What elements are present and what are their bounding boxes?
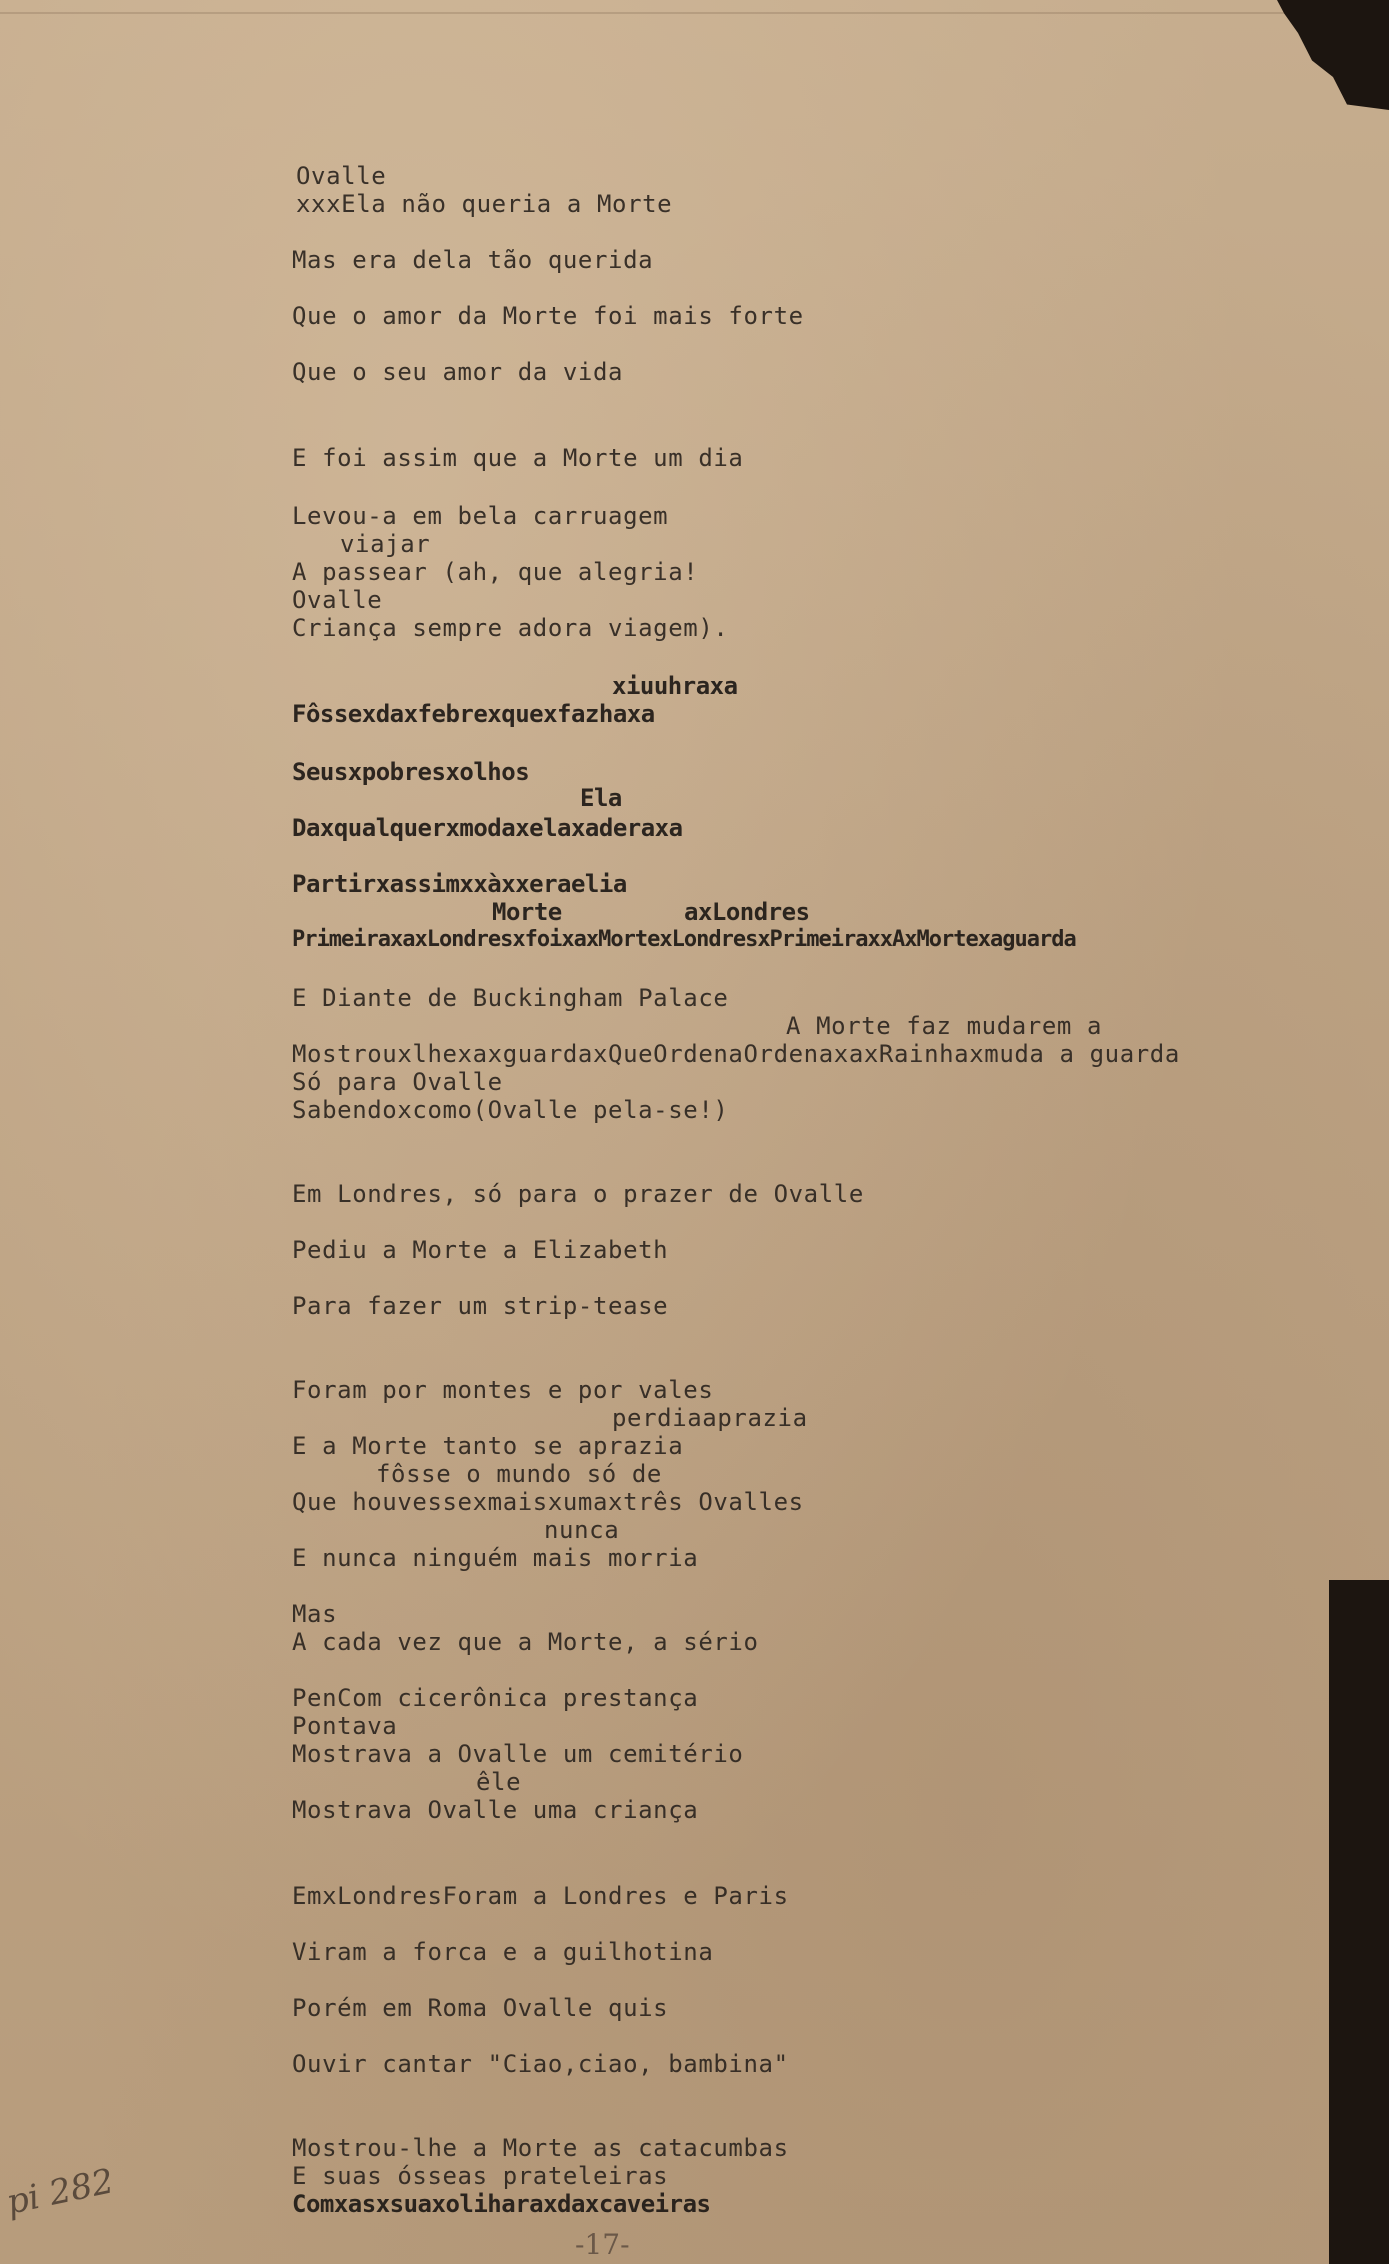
dark-edge (1329, 1580, 1389, 2264)
poem-line: E foi assim que a Morte um dia (292, 444, 744, 472)
struck-line: Morte (492, 898, 562, 926)
struck-line: Seusxpobresxolhos (292, 758, 530, 786)
poem-line: Mas (292, 1600, 338, 1628)
poem-line: Mas era dela tão querida (292, 246, 654, 274)
poem-line: A Morte faz mudarem a (786, 1012, 1103, 1040)
poem-line: Sabendoxcomo(Ovalle pela-se!) (292, 1096, 729, 1124)
poem-line: Em Londres, só para o prazer de Ovalle (292, 1180, 864, 1208)
poem-line: MostrouxlhexaxguardaxQueOrdenaOrdenaxaxRainhaxmuda a guarda (292, 1040, 1180, 1068)
poem-line: Só para Ovalle (292, 1068, 503, 1096)
poem-line: E Diante de Buckingham Palace (292, 984, 729, 1012)
struck-line: Comxasxsuaxoliharaxdaxcaveiras (292, 2190, 711, 2218)
struck-line: Ela (580, 784, 622, 812)
poem-line: E suas ósseas prateleiras (292, 2162, 669, 2190)
struck-line: Daxqualquerxmodaxelaxaderaxa (292, 814, 683, 842)
poem-line: viajar (340, 530, 431, 558)
poem-line: Ouvir cantar "Ciao,ciao, bambina" (292, 2050, 789, 2078)
poem-line: E a Morte tanto se aprazia (292, 1432, 684, 1460)
poem-line: EmxLondresForam a Londres e Paris (292, 1882, 789, 1910)
poem-line: E nunca ninguém mais morria (292, 1544, 699, 1572)
struck-line: xiuuhraxa (612, 672, 738, 700)
poem-line: Ovalle (292, 586, 383, 614)
poem-line: Pontava (292, 1712, 398, 1740)
torn-corner (1249, 0, 1389, 110)
poem-line: xxxEla não queria a Morte (296, 190, 673, 218)
poem-line: nunca (544, 1516, 620, 1544)
poem-line: Que houvessexmaisxumaxtrês Ovalles (292, 1488, 804, 1516)
poem-line: PenCom cicerônica prestança (292, 1684, 699, 1712)
poem-line: Para fazer um strip-tease (292, 1292, 669, 1320)
poem-line: Mostrava a Ovalle um cemitério (292, 1740, 744, 1768)
poem-line: Foram por montes e por vales (292, 1376, 714, 1404)
poem-line: Viram a forca e a guilhotina (292, 1938, 714, 1966)
paper-fold (0, 12, 1389, 14)
poem-line: Que o seu amor da vida (292, 358, 624, 386)
poem-line: perdiaaprazia (612, 1404, 808, 1432)
poem-line: A passear (ah, que alegria! (292, 558, 699, 586)
poem-line: Levou-a em bela carruagem (292, 502, 669, 530)
struck-line: PrimeiraxaxLondresxfoixaxMortexLondresxPrimeiraxxAxMortexaguarda (292, 927, 1076, 952)
page-number: -17- (575, 2228, 630, 2261)
struck-line: Fôssexdaxfebrexquexfazhaxa (292, 700, 655, 728)
margin-note: pi 282 (3, 2161, 118, 2223)
poem-line: fôsse o mundo só de (376, 1460, 662, 1488)
poem-line: Mostrou-lhe a Morte as catacumbas (292, 2134, 789, 2162)
poem-line: A cada vez que a Morte, a sério (292, 1628, 759, 1656)
struck-line: Partirxassimxxàxxeraelia (292, 870, 627, 898)
poem-line: Criança sempre adora viagem). (292, 614, 729, 642)
poem-line: Que o amor da Morte foi mais forte (292, 302, 804, 330)
poem-line: Porém em Roma Ovalle quis (292, 1994, 669, 2022)
poem-line: êle (476, 1768, 522, 1796)
struck-line: axLondres (684, 898, 810, 926)
poem-line: Ovalle (296, 162, 387, 190)
poem-line: Mostrava Ovalle uma criança (292, 1796, 699, 1824)
poem-line: Pediu a Morte a Elizabeth (292, 1236, 669, 1264)
